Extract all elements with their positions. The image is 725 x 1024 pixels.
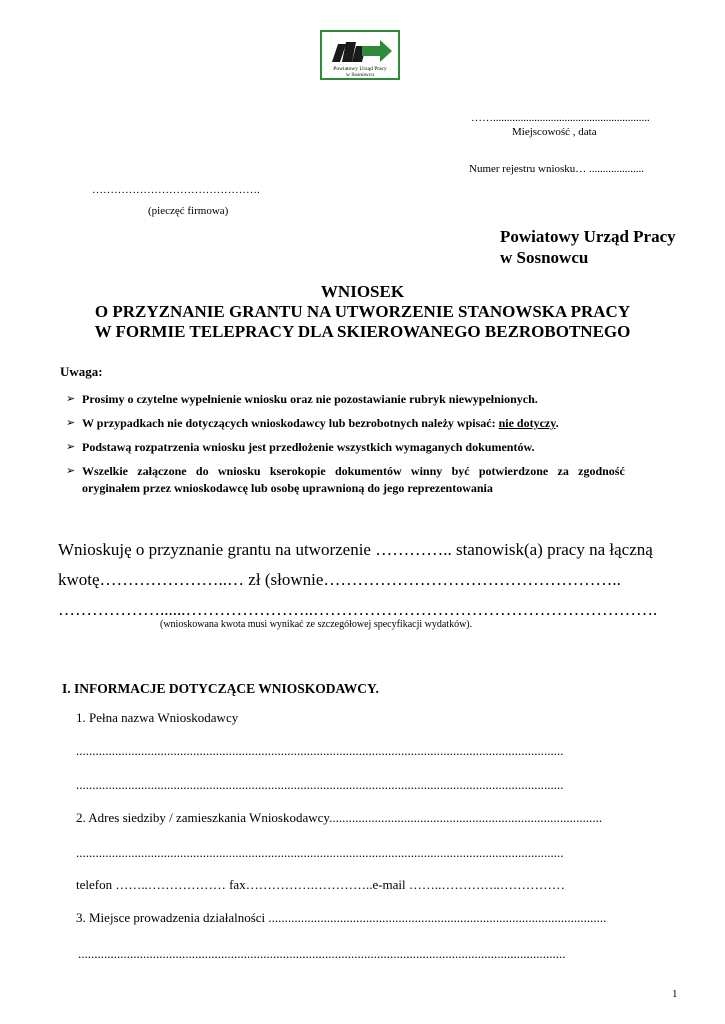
document-title-line2: O PRZYZNANIE GRANTU NA UTWORZENIE STANOWSKA PRACY bbox=[94, 302, 631, 321]
place-date-dots: ……......................................................... bbox=[471, 112, 650, 124]
arrow-bullet-icon: ➢ bbox=[66, 465, 76, 477]
document-title-line1: WNIOSEK bbox=[320, 282, 405, 301]
stamp-label: (pieczęć firmowa) bbox=[148, 205, 229, 217]
logo-text-line1: Powiatowy Urząd Pracy bbox=[333, 66, 387, 72]
page-number: 1 bbox=[672, 988, 678, 1000]
place-date-label: Miejscowość , data bbox=[512, 126, 597, 138]
arrow-bullet-icon: ➢ bbox=[66, 417, 76, 429]
request-line2: kwotę…………………..… zł (słownie…………………………………………….. bbox=[58, 570, 621, 589]
note-item-text: Podstawą rozpatrzenia wniosku jest przedłożenie wszystkich wymaganych dokumentów. bbox=[82, 440, 535, 454]
notes-heading: Uwaga: bbox=[60, 364, 103, 379]
full-name-line[interactable]: ...................................................................................................................................................... bbox=[76, 777, 564, 792]
logo-graphic bbox=[328, 36, 394, 66]
business-location-line[interactable]: ...................................................................................................................................................... bbox=[78, 946, 566, 961]
section-heading: I. INFORMACJE DOTYCZĄCE WNIOSKODAWCY. bbox=[62, 681, 379, 696]
field-address-label[interactable]: 2. Adres siedziby / zamieszkania Wnioskodawcy.................................................................................... bbox=[76, 810, 603, 825]
note-item-end: . bbox=[555, 416, 559, 430]
request-line1: Wnioskuję o przyznanie grantu na utworzenie ………….. stanowisk(a) pracy na łączną bbox=[58, 540, 653, 559]
logo-text-line2: w Sosnowcu bbox=[346, 72, 374, 78]
not-applicable-phrase: nie dotyczy bbox=[498, 416, 556, 430]
institution-name: Powiatowy Urząd Pracy bbox=[500, 227, 676, 246]
field-full-name-label: 1. Pełna nazwa Wnioskodawcy bbox=[76, 710, 239, 725]
contact-fields[interactable]: telefon ……..……………… fax…………….…………..e-mail ……..…………..…………… bbox=[76, 877, 565, 892]
stamp-dots: ………………………………………. bbox=[92, 184, 260, 196]
institution-city: w Sosnowcu bbox=[500, 248, 589, 267]
register-number-label: Numer rejestru wniosku… .................... bbox=[469, 163, 645, 175]
address-line[interactable]: ...................................................................................................................................................... bbox=[76, 845, 564, 860]
note-item-continuation: oryginałem przez wnioskodawcę lub osobę uprawnioną do jego reprezentowania bbox=[82, 481, 493, 495]
full-name-line[interactable]: ...................................................................................................................................................... bbox=[76, 743, 564, 758]
note-item-text: Prosimy o czytelne wypełnienie wniosku oraz nie pozostawianie rubryk niewypełnionych. bbox=[82, 392, 538, 406]
request-amount-note: (wnioskowana kwota musi wynikać ze szczegółowej specyfikacji wydatków). bbox=[160, 619, 473, 630]
field-business-location-label[interactable]: 3. Miejsce prowadzenia działalności ........................................................................................................ bbox=[76, 910, 607, 925]
note-item-text: Wszelkie załączone do wniosku kserokopie dokumentów winny być potwierdzone za zgodność bbox=[82, 464, 625, 478]
document-title-line3: W FORMIE TELEPRACY DLA SKIEROWANEGO BEZROBOTNEGO bbox=[94, 322, 631, 341]
arrow-bullet-icon: ➢ bbox=[66, 441, 76, 453]
logo bbox=[320, 30, 400, 80]
note-item-text: W przypadkach nie dotyczących wnioskodawcy lub bezrobotnych należy wpisać: bbox=[82, 416, 499, 430]
request-line3: ………………......…………………..……………………………………………………. bbox=[58, 600, 658, 619]
arrow-bullet-icon: ➢ bbox=[66, 393, 76, 405]
